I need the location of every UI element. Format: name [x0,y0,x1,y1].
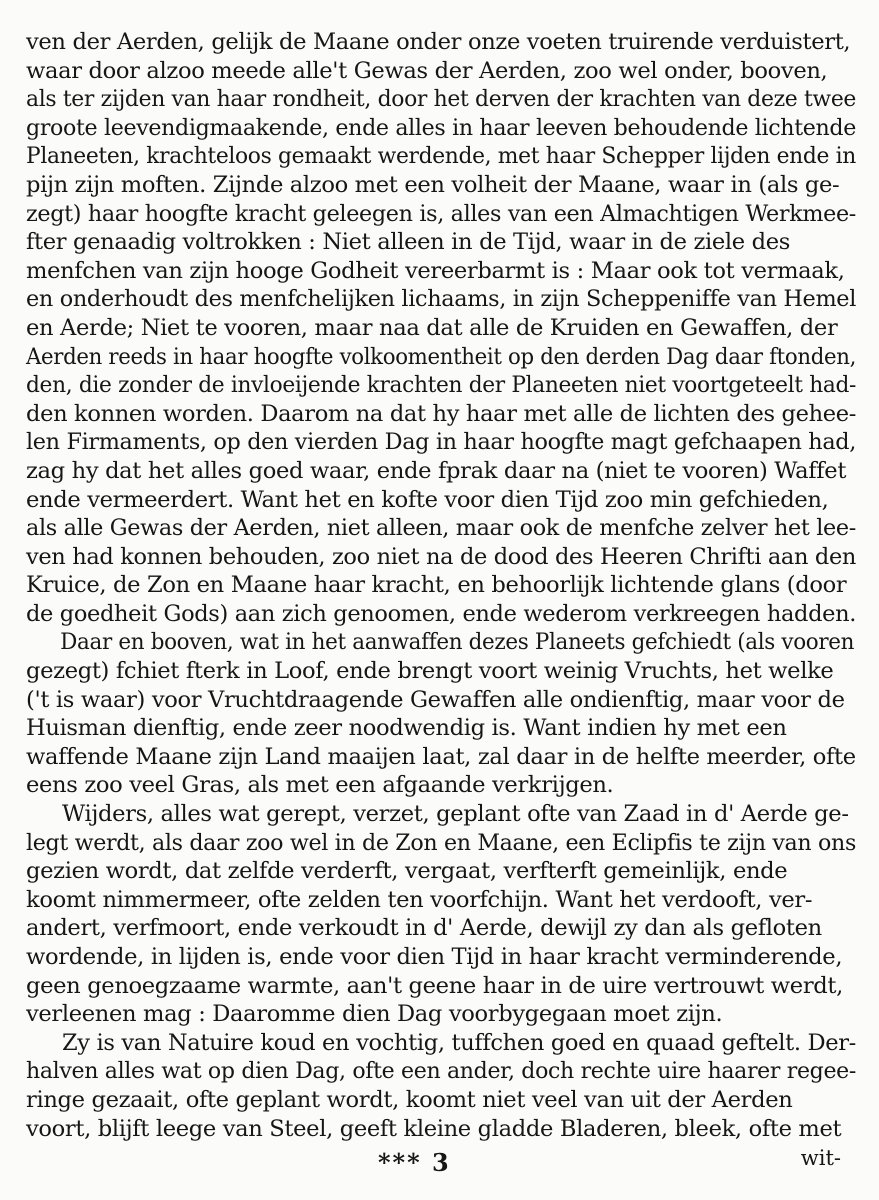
text-line: eens zoo veel Gras, als met een afgaande verkrijgen. [26,772,614,799]
text-line: fter genaadig voltrokken : Niet alleen in de Tijd, waar in de ziele des [26,229,791,256]
signature-mark: *** 3 [378,1148,451,1177]
text-line: den konnen worden. Daarom na dat hy haar met alle de lichten des gehee- [26,400,856,427]
text-line: Planeeten, krachteloos gemaakt werdende, met haar Schepper lijden ende in [26,143,856,170]
text-line: groote leevendigmaakende, ende alles in haar leeven behoudende lichtende [26,114,856,141]
catchword: wit- [800,1146,841,1170]
text-line: ven had konnen behouden, zoo niet na de dood des Heeren Chrifti aan den [26,543,857,570]
text-line: Zy is van Natuire koud en vochtig, tuffchen goed en quaad geftelt. Der- [61,1029,856,1056]
text-line: den, die zonder de invloeijende krachten der Planeeten niet voortgeteelt had- [26,372,857,399]
text-line: wordende, in lijden is, ende voor dien Tijd in haar kracht verminderende, [26,944,843,970]
text-line: Daar en booven, wat in het aanwaffen dezes Planeets gefchiedt (als vooren [60,629,855,656]
text-line: pijn zijn moften. Zijnde alzoo met een volheit der Maane, waar in (als ge- [26,171,840,198]
text-line: ('t is waar) voor Vruchtdraagende Gewaffen alle ondienftig, maar voor de [26,686,845,713]
text-line: ven der Aerden, gelijk de Maane onder onze voeten truirende verduistert, [26,29,851,55]
text-line: andert, verfmoort, ende verkoudt in d' Aerde, dewijl zy dan als gefloten [26,915,822,942]
text-line: verleenen mag : Daaromme dien Dag voorbygegaan moet zijn. [26,1001,723,1028]
text-line: als ter zijden van haar rondheit, door het derven der krachten van deze twee [26,86,857,113]
text-line: ringe gezaait, ofte geplant wordt, koomt niet veel van uit der Aerden [26,1086,793,1113]
text-line: geen genoegzaame warmte, aan't geene haar in de uire vertrouwt werdt, [26,972,843,999]
text-line: Huisman dienftig, ende zeer noodwendig is. Want indien hy met een [26,715,787,742]
text-line: en Aerde; Niet te vooren, maar naa dat alle de Kruiden en Gewaffen, der [26,314,838,341]
text-line: menfchen van zijn hooge Godheit vereerbarmt is : Maar ook tot vermaak, [26,257,845,284]
text-line: voort, blijft leege van Steel, geeft kleine gladde Bladeren, bleek, ofte met [26,1115,842,1142]
text-line: als alle Gewas der Aerden, niet alleen, maar ook de menfche zelver het lee- [26,515,856,542]
page-footer [0,1146,879,1182]
text-line: ende vermeerdert. Want het en kofte voor dien Tijd zoo min gefchieden, [26,486,829,513]
text-line: len Firmaments, op den vierden Dag in haar hoogfte magt gefchaapen had, [26,429,857,456]
text-line: de goedheit Gods) aan zich genoomen, ende wederom verkreegen hadden. [26,600,857,627]
text-line: halven alles wat op dien Dag, ofte een ander, doch rechte uire haarer regee- [26,1058,856,1085]
text-line: en onderhoudt des menfchelijken lichaams, in zijn Scheppeniffe van Hemel [26,286,857,313]
text-line: Kruice, de Zon en Maane haar kracht, en behoorlijk lichtende glans (door [26,572,847,599]
text-line: gezegt) fchiet fterk in Loof, ende brengt voort weinig Vruchts, het welke [26,658,834,685]
text-line: legt werdt, als daar zoo wel in de Zon en Maane, een Eclipfis te zijn van ons [26,829,856,856]
text-line: koomt nimmermeer, ofte zelden ten voorfchijn. Want het verdooft, ver- [26,886,813,913]
text-line: waar door alzoo meede alle't Gewas der Aerden, zoo wel onder, booven, [26,57,828,84]
text-line: zag hy dat het alles goed waar, ende fprak daar na (niet te vooren) Waffet [26,457,847,484]
text-line: gezien wordt, dat zelfde verderft, vergaat, verfterft gemeinlijk, ende [26,858,788,885]
text-line: Wijders, alles wat gerept, verzet, geplant ofte van Zaad in d' Aerde ge- [62,801,849,828]
text-line: zegt) haar hoogfte kracht geleegen is, alles van een Almachtigen Werkmee- [26,200,856,227]
text-line: Aerden reeds in haar hoogfte volkoomentheit op den derden Dag daar ftonden, [26,343,857,370]
text-line: waffende Maane zijn Land maaijen laat, zal daar in de helfte meerder, ofte [26,743,856,770]
body-text [26,28,856,1143]
